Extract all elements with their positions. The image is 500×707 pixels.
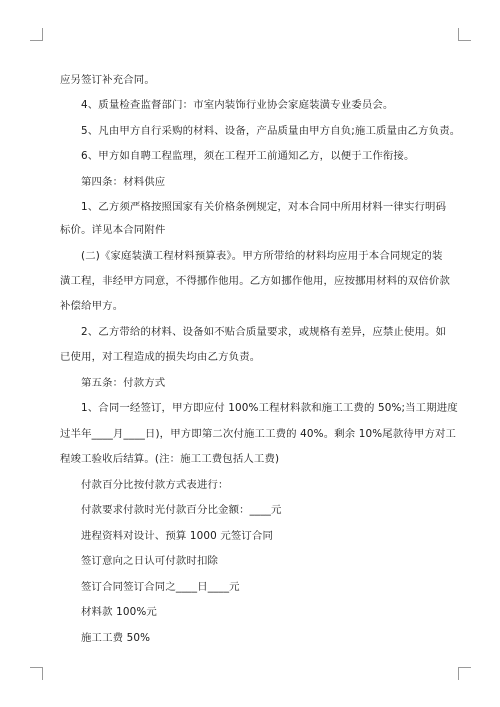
paragraph-line: (二)《家庭装潢工程材料预算表》。甲方所带给的材料均应用于本合同规定的装	[81, 250, 443, 262]
paragraph-line: 6、甲方如自聘工程监理，须在工程开工前通知乙方，以便于工作衔接。	[81, 150, 415, 162]
paragraph-line: 潢工程，非经甲方同意，不得挪作他用。乙方如挪作他用，应按挪用材料的双倍价款	[60, 275, 450, 287]
crop-mark-top-right	[458, 28, 471, 41]
crop-mark-bottom-right	[458, 667, 471, 680]
paragraph-line: 材料款 100%元	[81, 606, 157, 618]
paragraph-line: 2、乙方带给的材料、设备如不贴合质量要求，或规格有差异，应禁止使用。如	[81, 326, 447, 338]
section-heading: 第五条：付款方式	[81, 377, 166, 389]
paragraph-line: 4、质量检查监督部门：市室内装饰行业协会家庭装潢专业委员会。	[81, 99, 394, 111]
paragraph-line: 标价。详见本合同附件	[60, 224, 166, 236]
paragraph-line: 进程资料对设计、预算 1000 元签订合同	[81, 530, 274, 542]
crop-mark-bottom-left	[30, 667, 43, 680]
paragraph-line: 付款要求付款时光付款百分比金额：____元	[81, 504, 282, 516]
paragraph-line: 5、凡由甲方自行采购的材料、设备，产品质量由甲方自负;施工质量由乙方负责。	[81, 125, 461, 137]
paragraph-line: 1、乙方须严格按照国家有关价格条例规定，对本合同中所用材料一律实行明码	[81, 201, 447, 213]
paragraph-line: 签订合同签订合同之____日____元	[81, 581, 240, 593]
paragraph-line: 补偿给甲方。	[60, 300, 124, 312]
paragraph-line: 付款百分比按付款方式表进行：	[81, 479, 229, 491]
paragraph-line: 过半年____月____日)，甲方即第二次付施工工费的 40%。剩余 10%尾款待甲方对工	[60, 428, 457, 440]
paragraph-line: 程竣工验收后结算。(注：施工工费包括人工费)	[60, 453, 280, 465]
paragraph-line: 签订意向之日认可付款时扣除	[81, 555, 219, 567]
crop-mark-top-left	[30, 28, 43, 41]
paragraph-line: 应另签订补充合同。	[60, 74, 155, 86]
paragraph-line: 施工工费 50%	[81, 632, 151, 644]
paragraph-line: 1、合同一经签订，甲方即应付 100%工程材料款和施工工费的 50%;当工期进度	[81, 402, 458, 414]
paragraph-line: 已使用，对工程造成的损失均由乙方负责。	[60, 351, 261, 363]
section-heading: 第四条：材料供应	[81, 176, 166, 188]
